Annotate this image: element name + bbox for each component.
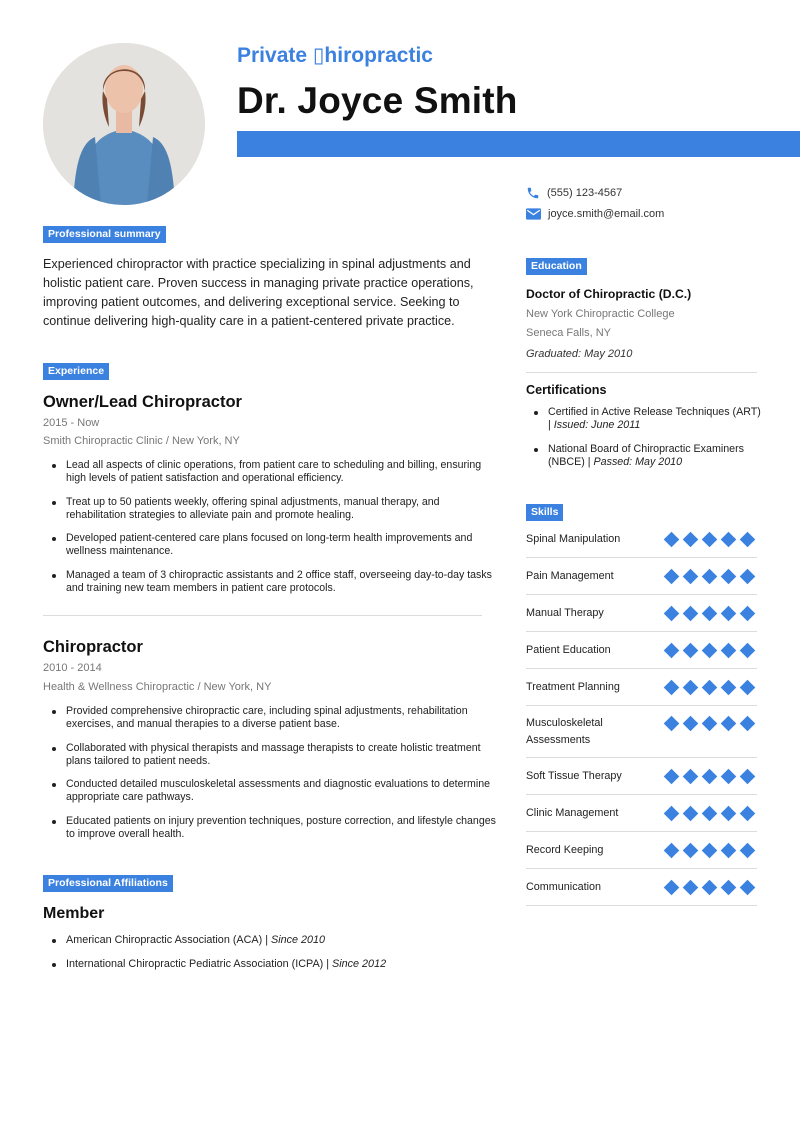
skill-label: Pain Management bbox=[526, 570, 614, 583]
rating-diamond-icon bbox=[683, 769, 699, 785]
education-heading: Education bbox=[526, 258, 587, 275]
job-bullet: Lead all aspects of clinic operations, from patient care to scheduling and billing, ensuring high levels of patient satisfaction and operational efficiency. bbox=[51, 459, 501, 485]
rating-diamond-icon bbox=[702, 843, 718, 859]
contact-phone bbox=[526, 186, 622, 200]
rating-diamond-icon bbox=[740, 680, 756, 696]
rating-diamond-icon bbox=[721, 769, 737, 785]
skill-label: Record Keeping bbox=[526, 844, 604, 857]
rating-diamond-icon bbox=[721, 680, 737, 696]
header-accent-bar bbox=[237, 131, 800, 157]
skill-row bbox=[526, 795, 757, 832]
skill-row bbox=[526, 869, 757, 906]
affiliation-since: Since 2010 bbox=[271, 934, 326, 946]
rating-diamond-icon bbox=[664, 769, 680, 785]
job-organization: Health & Wellness Chiropractic / New York, NY bbox=[43, 681, 272, 693]
job-bullet: Collaborated with physical therapists and massage therapists to create holistic treatment plans tailored to patient needs. bbox=[51, 742, 501, 768]
rating-diamond-icon bbox=[664, 606, 680, 622]
certification-item bbox=[533, 406, 765, 432]
rating-diamond-icon bbox=[721, 532, 737, 548]
contact-email bbox=[526, 208, 664, 220]
rating-diamond-icon bbox=[740, 843, 756, 859]
rating-diamond-icon bbox=[664, 716, 680, 732]
rating-diamond-icon bbox=[683, 569, 699, 585]
skill-rating bbox=[663, 605, 757, 622]
rating-diamond-icon bbox=[702, 680, 718, 696]
rating-diamond-icon bbox=[740, 880, 756, 896]
certifications-heading: Certifications bbox=[526, 383, 607, 397]
rating-diamond-icon bbox=[740, 769, 756, 785]
skill-label: Communication bbox=[526, 881, 602, 894]
rating-diamond-icon bbox=[721, 843, 737, 859]
rating-diamond-icon bbox=[702, 769, 718, 785]
job-bullet: Educated patients on injury prevention techniques, posture correction, and lifestyle changes to improve overall health. bbox=[51, 815, 501, 841]
skill-label: Patient Education bbox=[526, 644, 611, 657]
rating-diamond-icon bbox=[683, 606, 699, 622]
skill-label: Spinal Manipulation bbox=[526, 533, 621, 546]
rating-diamond-icon bbox=[721, 606, 737, 622]
job-bullet: Developed patient-centered care plans focused on long-term health improvements and wellness maintenance. bbox=[51, 532, 501, 558]
email-text: joyce.smith@email.com bbox=[548, 208, 665, 220]
rating-diamond-icon bbox=[702, 643, 718, 659]
certification-date: Issued: June 2011 bbox=[553, 419, 641, 431]
phone-icon bbox=[526, 186, 540, 200]
skill-rating bbox=[663, 642, 757, 659]
job-dates: 2015 - Now bbox=[43, 417, 100, 429]
rating-diamond-icon bbox=[664, 880, 680, 896]
job-bullet: Conducted detailed musculoskeletal assessments and diagnostic evaluations to determine appropriate care pathways. bbox=[51, 778, 501, 804]
resume-name: Dr. Joyce Smith bbox=[237, 80, 518, 121]
job-bullet: Treat up to 50 patients weekly, offering spinal adjustments, manual therapy, and rehabilitation strategies to alleviate pain and promote healing. bbox=[51, 496, 501, 522]
rating-diamond-icon bbox=[740, 569, 756, 585]
rating-diamond-icon bbox=[702, 532, 718, 548]
rating-diamond-icon bbox=[702, 716, 718, 732]
envelope-icon bbox=[526, 208, 541, 220]
skill-rating bbox=[663, 679, 757, 696]
affiliation-name: American Chiropractic Association (ACA) | bbox=[66, 934, 272, 946]
rating-diamond-icon bbox=[721, 643, 737, 659]
rating-diamond-icon bbox=[721, 806, 737, 822]
rating-diamond-icon bbox=[683, 806, 699, 822]
skill-row bbox=[526, 521, 757, 558]
rating-diamond-icon bbox=[721, 716, 737, 732]
section-divider bbox=[43, 615, 482, 616]
rating-diamond-icon bbox=[702, 806, 718, 822]
phone-text: (555) 123-4567 bbox=[547, 187, 623, 199]
skill-label: Manual Therapy bbox=[526, 607, 604, 620]
rating-diamond-icon bbox=[664, 532, 680, 548]
skill-label: Musculoskeletal Assessments bbox=[526, 717, 603, 746]
skill-rating bbox=[663, 568, 757, 585]
skill-row bbox=[526, 758, 757, 795]
job-dates: 2010 - 2014 bbox=[43, 662, 102, 674]
profile-photo bbox=[43, 43, 205, 205]
rating-diamond-icon bbox=[740, 806, 756, 822]
education-graduated: Graduated: May 2010 bbox=[526, 348, 633, 360]
affiliation-since: Since 2012 bbox=[332, 958, 387, 970]
rating-diamond-icon bbox=[683, 843, 699, 859]
skill-row bbox=[526, 706, 757, 758]
certification-name: National Board of Chiropractic Examiners (NBCE) | bbox=[548, 443, 745, 468]
job-bullet: Provided comprehensive chiropractic care, including spinal adjustments, rehabilitation exercises, and manual therapies to a diverse patient base. bbox=[51, 705, 501, 731]
skill-rating bbox=[663, 805, 757, 822]
affiliations-heading: Professional Affiliations bbox=[43, 875, 173, 892]
skill-row bbox=[526, 832, 757, 869]
skill-rating bbox=[663, 768, 757, 785]
rating-diamond-icon bbox=[702, 606, 718, 622]
certification-date: Passed: May 2010 bbox=[593, 456, 683, 468]
affiliation-name: International Chiropractic Pediatric Association (ICPA) | bbox=[66, 958, 333, 970]
skills-list bbox=[526, 521, 757, 906]
rating-diamond-icon bbox=[683, 643, 699, 659]
skill-row bbox=[526, 669, 757, 706]
affiliations-list bbox=[51, 934, 501, 982]
skill-rating bbox=[663, 531, 757, 548]
affiliation-item bbox=[51, 958, 501, 971]
rating-diamond-icon bbox=[740, 532, 756, 548]
skill-label: Clinic Management bbox=[526, 807, 619, 820]
certification-name: Certified in Active Release Techniques (ART) | bbox=[548, 406, 761, 431]
certification-item bbox=[533, 443, 765, 469]
certifications-list bbox=[533, 406, 765, 480]
rating-diamond-icon bbox=[740, 643, 756, 659]
rating-diamond-icon bbox=[740, 606, 756, 622]
education-degree: Doctor of Chiropractic (D.C.) bbox=[526, 287, 692, 301]
rating-diamond-icon bbox=[683, 532, 699, 548]
rating-diamond-icon bbox=[721, 880, 737, 896]
rating-diamond-icon bbox=[664, 843, 680, 859]
job-bullet: Managed a team of 3 chiropractic assistants and 2 office staff, overseeing day-to-day tasks and training new team members in patient care protocols. bbox=[51, 569, 501, 595]
skill-rating bbox=[663, 842, 757, 859]
skill-label: Treatment Planning bbox=[526, 681, 620, 694]
skill-row bbox=[526, 558, 757, 595]
rating-diamond-icon bbox=[740, 716, 756, 732]
skill-row bbox=[526, 595, 757, 632]
affiliation-item bbox=[51, 934, 501, 947]
education-location: Seneca Falls, NY bbox=[526, 327, 611, 339]
affiliations-title: Member bbox=[43, 905, 105, 922]
rating-diamond-icon bbox=[702, 880, 718, 896]
rating-diamond-icon bbox=[721, 569, 737, 585]
summary-heading: Professional summary bbox=[43, 226, 166, 243]
rating-diamond-icon bbox=[664, 806, 680, 822]
job-title: Chiropractor bbox=[43, 638, 143, 656]
job-organization: Smith Chiropractic Clinic / New York, NY bbox=[43, 435, 240, 447]
rating-diamond-icon bbox=[664, 643, 680, 659]
skills-heading: Skills bbox=[526, 504, 563, 521]
summary-text: Experienced chiropractor with practice specializing in spinal adjustments and holistic patient care. Proven success in managing private practice operations, improving patient outcomes, and delivering exceptional service. Seeking to continue delivering high-quality care in a patient-centered private practice. bbox=[43, 257, 474, 328]
rating-diamond-icon bbox=[683, 716, 699, 732]
skill-row bbox=[526, 632, 757, 669]
skill-rating bbox=[663, 715, 757, 732]
skill-rating bbox=[663, 879, 757, 896]
experience-heading: Experience bbox=[43, 363, 109, 380]
education-divider bbox=[526, 372, 757, 373]
education-school: New York Chiropractic College bbox=[526, 308, 675, 320]
rating-diamond-icon bbox=[664, 569, 680, 585]
resume-subtitle: Private ▯hiropractic bbox=[237, 44, 433, 67]
skill-label: Soft Tissue Therapy bbox=[526, 770, 622, 783]
rating-diamond-icon bbox=[683, 680, 699, 696]
job-bullets bbox=[51, 459, 501, 605]
rating-diamond-icon bbox=[702, 569, 718, 585]
rating-diamond-icon bbox=[664, 680, 680, 696]
rating-diamond-icon bbox=[683, 880, 699, 896]
job-bullets bbox=[51, 705, 501, 851]
job-title: Owner/Lead Chiropractor bbox=[43, 393, 242, 411]
